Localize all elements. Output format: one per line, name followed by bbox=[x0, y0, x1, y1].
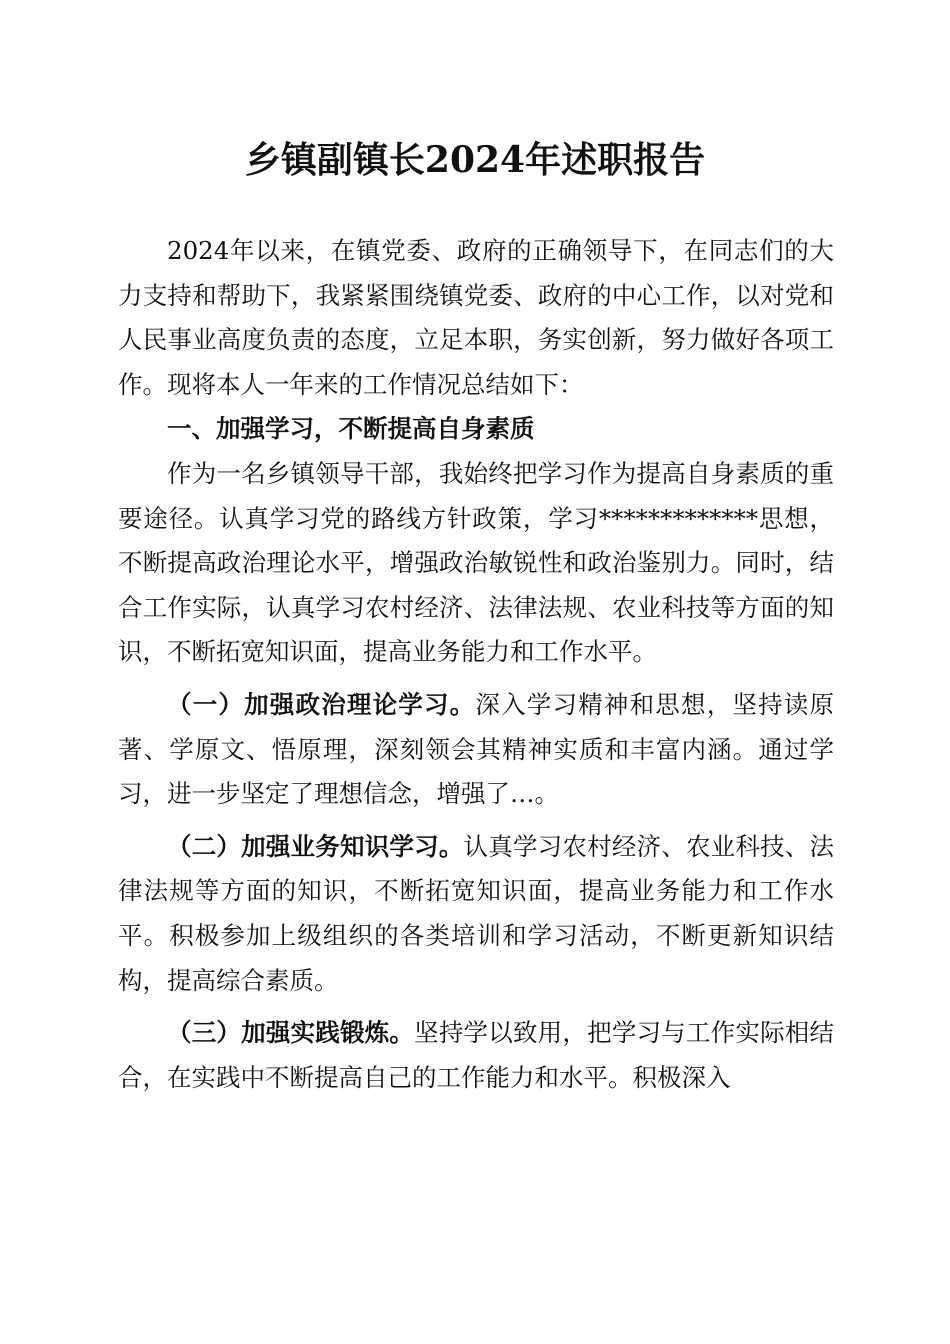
section-1-heading: 一、加强学习，不断提高自身素质 bbox=[167, 414, 535, 444]
document-body bbox=[118, 229, 834, 1100]
item-1-paragraph bbox=[118, 683, 834, 817]
item-2-lead: （二）加强业务知识学习。 bbox=[167, 831, 464, 861]
intro-paragraph: 2024年以来，在镇党委、政府的正确领导下，在同志们的大力支持和帮助下，我紧紧围绕镇党委、政府的中心工作，以对党和人民事业高度负责的态度，立足本职，务实创新，努力做好各项工作。现将本人一年来的工作情况总结如下： bbox=[118, 236, 834, 399]
item-3-paragraph bbox=[118, 1011, 834, 1100]
item-1-lead: （一）加强政治理论学习。 bbox=[167, 689, 476, 719]
section-1-paragraph: 作为一名乡镇领导干部，我始终把学习作为提高自身素质的重要途径。认真学习党的路线方针政策，学习*************思想，不断提高政治理论水平，增强政治敏锐性和政治鉴别力。同时，结合工作实际，认真学习农村经济、法律法规、农业科技等方面的知识，不断拓宽知识面，提高业务能力和工作水平。 bbox=[118, 458, 834, 667]
item-2-text: 认真学习农村经济、农业科技、法律法规等方面的知识，不断拓宽知识面，提高业务能力和工作水平。积极参加上级组织的各类培训和学习活动，不断更新知识结构，提高综合素质。 bbox=[118, 831, 835, 995]
document-title: 乡镇副镇长2024年述职报告 bbox=[244, 139, 706, 181]
item-3-text: 坚持学以致用，把学习与工作实际相结合，在实践中不断提高自己的工作能力和水平。积极深入 bbox=[118, 1018, 835, 1092]
item-2-paragraph bbox=[118, 825, 834, 1003]
item-1-text: 深入学习精神和思想，坚持读原著、学原文、悟原理，深刻领会其精神实质和丰富内涵。通过学习，进一步坚定了理想信念，增强了…。 bbox=[118, 689, 835, 809]
item-3-lead: （三）加强实践锻炼。 bbox=[167, 1018, 415, 1048]
